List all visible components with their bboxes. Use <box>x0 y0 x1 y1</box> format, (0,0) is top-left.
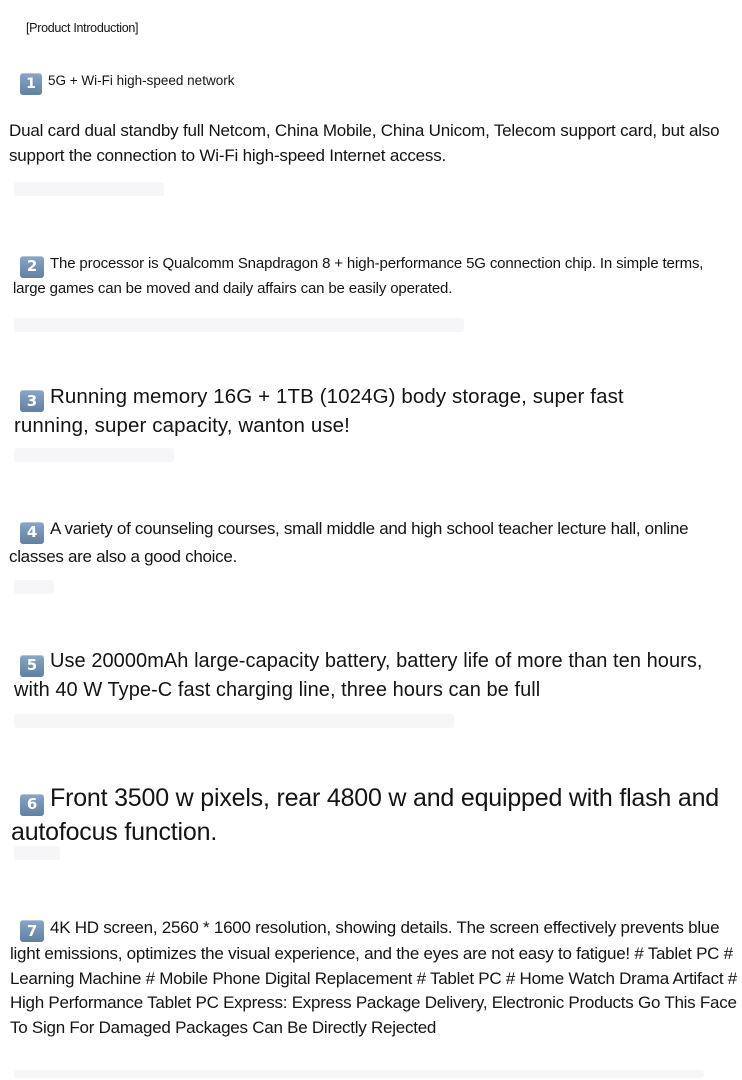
section-header: [Product Introduction] <box>26 21 139 35</box>
ghost-artifact <box>14 1070 704 1078</box>
number-badge-6: 6 <box>20 794 44 816</box>
feature-text-5: Use 20000mAh large-capacity battery, battery life of more than ten hours, with 40 W Type-C fast charging line, three hours can be full <box>14 650 703 701</box>
feature-text-6: Front 3500 w pixels, rear 4800 w and equipped with flash and autofocus function. <box>11 784 719 846</box>
ghost-artifact <box>14 580 54 594</box>
feature-text-7: 4K HD screen, 2560 * 1600 resolution, showing details. The screen effectively prevents blue light emissions, optimizes the visual experience, and the eyes are not easy to fatigue! # Tablet PC # Learning Machine # Mobile Phone Digital Replacement # Tablet PC # Home Watch Drama Artifact # High Performance Tablet PC Express: Express Package Delivery, Electronic Products Go This Face To Sign For Damaged Packages Can Be Directly Rejected <box>10 918 738 1037</box>
feature-title-1: 5G + Wi-Fi high-speed network <box>48 73 235 88</box>
feature-item-2 <box>13 253 738 299</box>
number-badge-1: 1 <box>20 73 42 95</box>
feature-text-3: Running memory 16G + 1TB (1024G) body storage, super fast running, super capacity, wanton use! <box>14 385 624 437</box>
feature-item-1 <box>20 73 234 95</box>
feature-item-6 <box>11 782 726 849</box>
feature-body-1: Dual card dual standby full Netcom, China Mobile, China Unicom, Telecom support card, but also support the connection to Wi-Fi high-speed Internet access. <box>9 121 720 165</box>
number-badge-4: 4 <box>20 522 44 544</box>
feature-item-3 <box>14 383 674 440</box>
feature-text-2: The processor is Qualcomm Snapdragon 8 + high-performance 5G connection chip. In simple terms, large games can be moved and daily affairs can be easily operated. <box>13 255 704 297</box>
ghost-artifact <box>14 182 164 196</box>
number-badge-3: 3 <box>20 390 44 412</box>
number-badge-7: 7 <box>20 920 44 942</box>
ghost-artifact <box>14 318 464 332</box>
number-badge-5: 5 <box>20 655 44 677</box>
feature-item-4 <box>9 516 714 569</box>
feature-text-4: A variety of counseling courses, small middle and high school teacher lecture hall, online classes are also a good choice. <box>9 519 689 566</box>
feature-item-7 <box>10 916 738 1040</box>
number-badge-2: 2 <box>20 256 44 278</box>
feature-item-5 <box>14 648 724 704</box>
ghost-artifact <box>14 448 174 462</box>
ghost-artifact <box>14 714 454 728</box>
